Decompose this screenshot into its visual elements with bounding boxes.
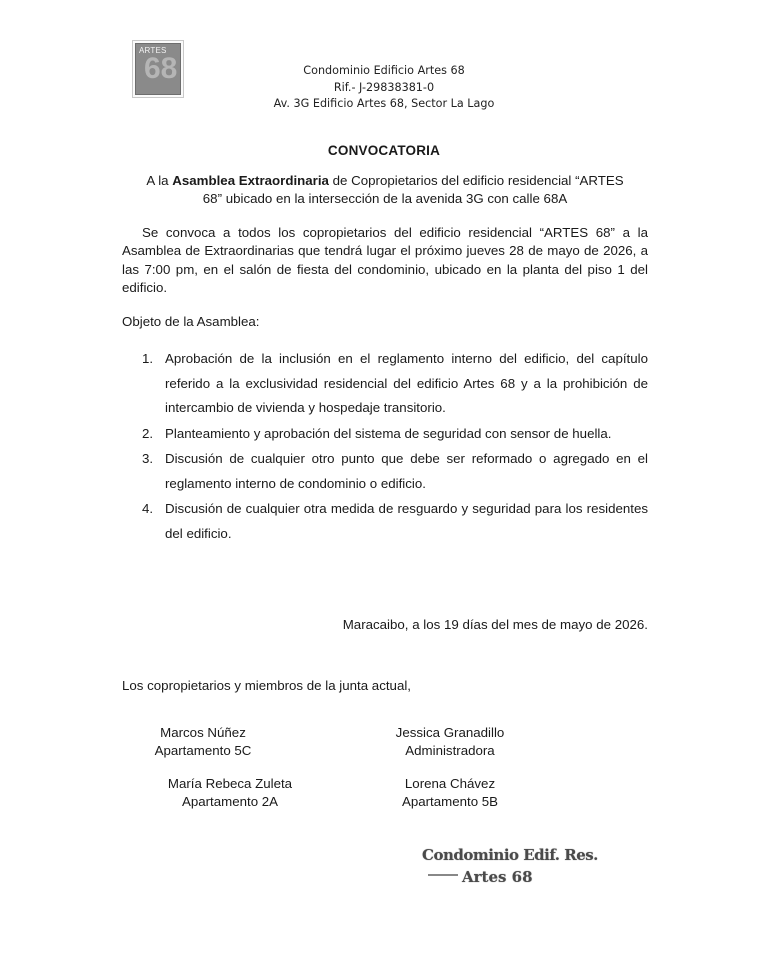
place-date: Maracaibo, a los 19 días del mes de mayo de 2026. xyxy=(342,617,648,632)
logo-text: ARTES xyxy=(139,46,167,55)
list-item xyxy=(122,497,648,546)
document-title: CONVOCATORIA xyxy=(327,143,441,158)
stamp-mark xyxy=(428,874,458,876)
condominium-stamp xyxy=(418,846,618,896)
signatory-role: Apartamento 5C xyxy=(154,743,252,758)
item-text: Discusión de cualquier otro punto que debe ser reformado o agregado en el reglamento interno de condominio o edificio. xyxy=(165,451,648,491)
intro-pre: A la xyxy=(146,173,173,188)
objeto-label: Objeto de la Asamblea: xyxy=(122,314,260,329)
signatory-role: Apartamento 2A xyxy=(181,794,279,809)
signatory-role: Apartamento 5B xyxy=(401,794,499,809)
signatory-name: Lorena Chávez xyxy=(404,776,496,791)
intro-bold: Asamblea Extraordinaria xyxy=(172,173,329,188)
item-number: 4. xyxy=(142,501,154,516)
item-text: Planteamiento y aprobación del sistema de seguridad con sensor de huella. xyxy=(165,425,612,441)
convocation-paragraph: Se convoca a todos los copropietarios del edificio residencial “ARTES 68” a la Asamblea de Extraordinarias que tendrá lugar el próximo jueves 28 de mayo de 2026, a las 7:00 pm, en el salón de fiesta del condominio, ubicado en la planta del piso 1 del edificio. xyxy=(122,225,648,295)
signatory xyxy=(150,775,310,811)
signatory xyxy=(380,775,520,811)
list-item xyxy=(122,422,648,447)
item-number: 2. xyxy=(142,425,154,441)
item-number: 3. xyxy=(142,451,154,466)
logo-number: 68 xyxy=(144,52,178,85)
item-text: Aprobación de la inclusión en el reglamento interno del edificio, del capítulo referido a la exclusividad residencial del edificio Artes 68 y a la prohibición de intercambio de vivienda y hospedaje transitorio. xyxy=(165,351,648,415)
agenda-list xyxy=(122,347,648,547)
letterhead-rif: Rif.- J-29838381-0 xyxy=(333,81,435,94)
signatory-name: Jessica Granadillo xyxy=(395,725,505,740)
item-number: 1. xyxy=(142,351,154,366)
closing-line: Los copropietarios y miembros de la junta actual, xyxy=(122,678,411,693)
item-text: Discusión de cualquier otra medida de resguardo y seguridad para los residentes del edificio. xyxy=(165,501,648,541)
signatory-name: María Rebeca Zuleta xyxy=(167,776,293,791)
letterhead-name: Condominio Edificio Artes 68 xyxy=(303,64,465,77)
list-item xyxy=(122,347,648,421)
intro-post: de Copropietarios del edificio residencial “ARTES 68” ubicado en la intersección de la avenida 3G con calle 68A xyxy=(202,173,624,206)
signatory xyxy=(148,724,258,760)
letterhead-address: Av. 3G Edificio Artes 68, Sector La Lago xyxy=(273,97,495,110)
signatory xyxy=(380,724,520,760)
intro-paragraph xyxy=(140,172,630,208)
signatory-name: Marcos Núñez xyxy=(160,725,246,740)
signatory-role: Administradora xyxy=(405,743,495,758)
list-item xyxy=(122,447,648,496)
stamp-line1: Condominio Edif. Res. xyxy=(422,846,598,864)
stamp-line2: Artes 68 xyxy=(462,868,533,886)
